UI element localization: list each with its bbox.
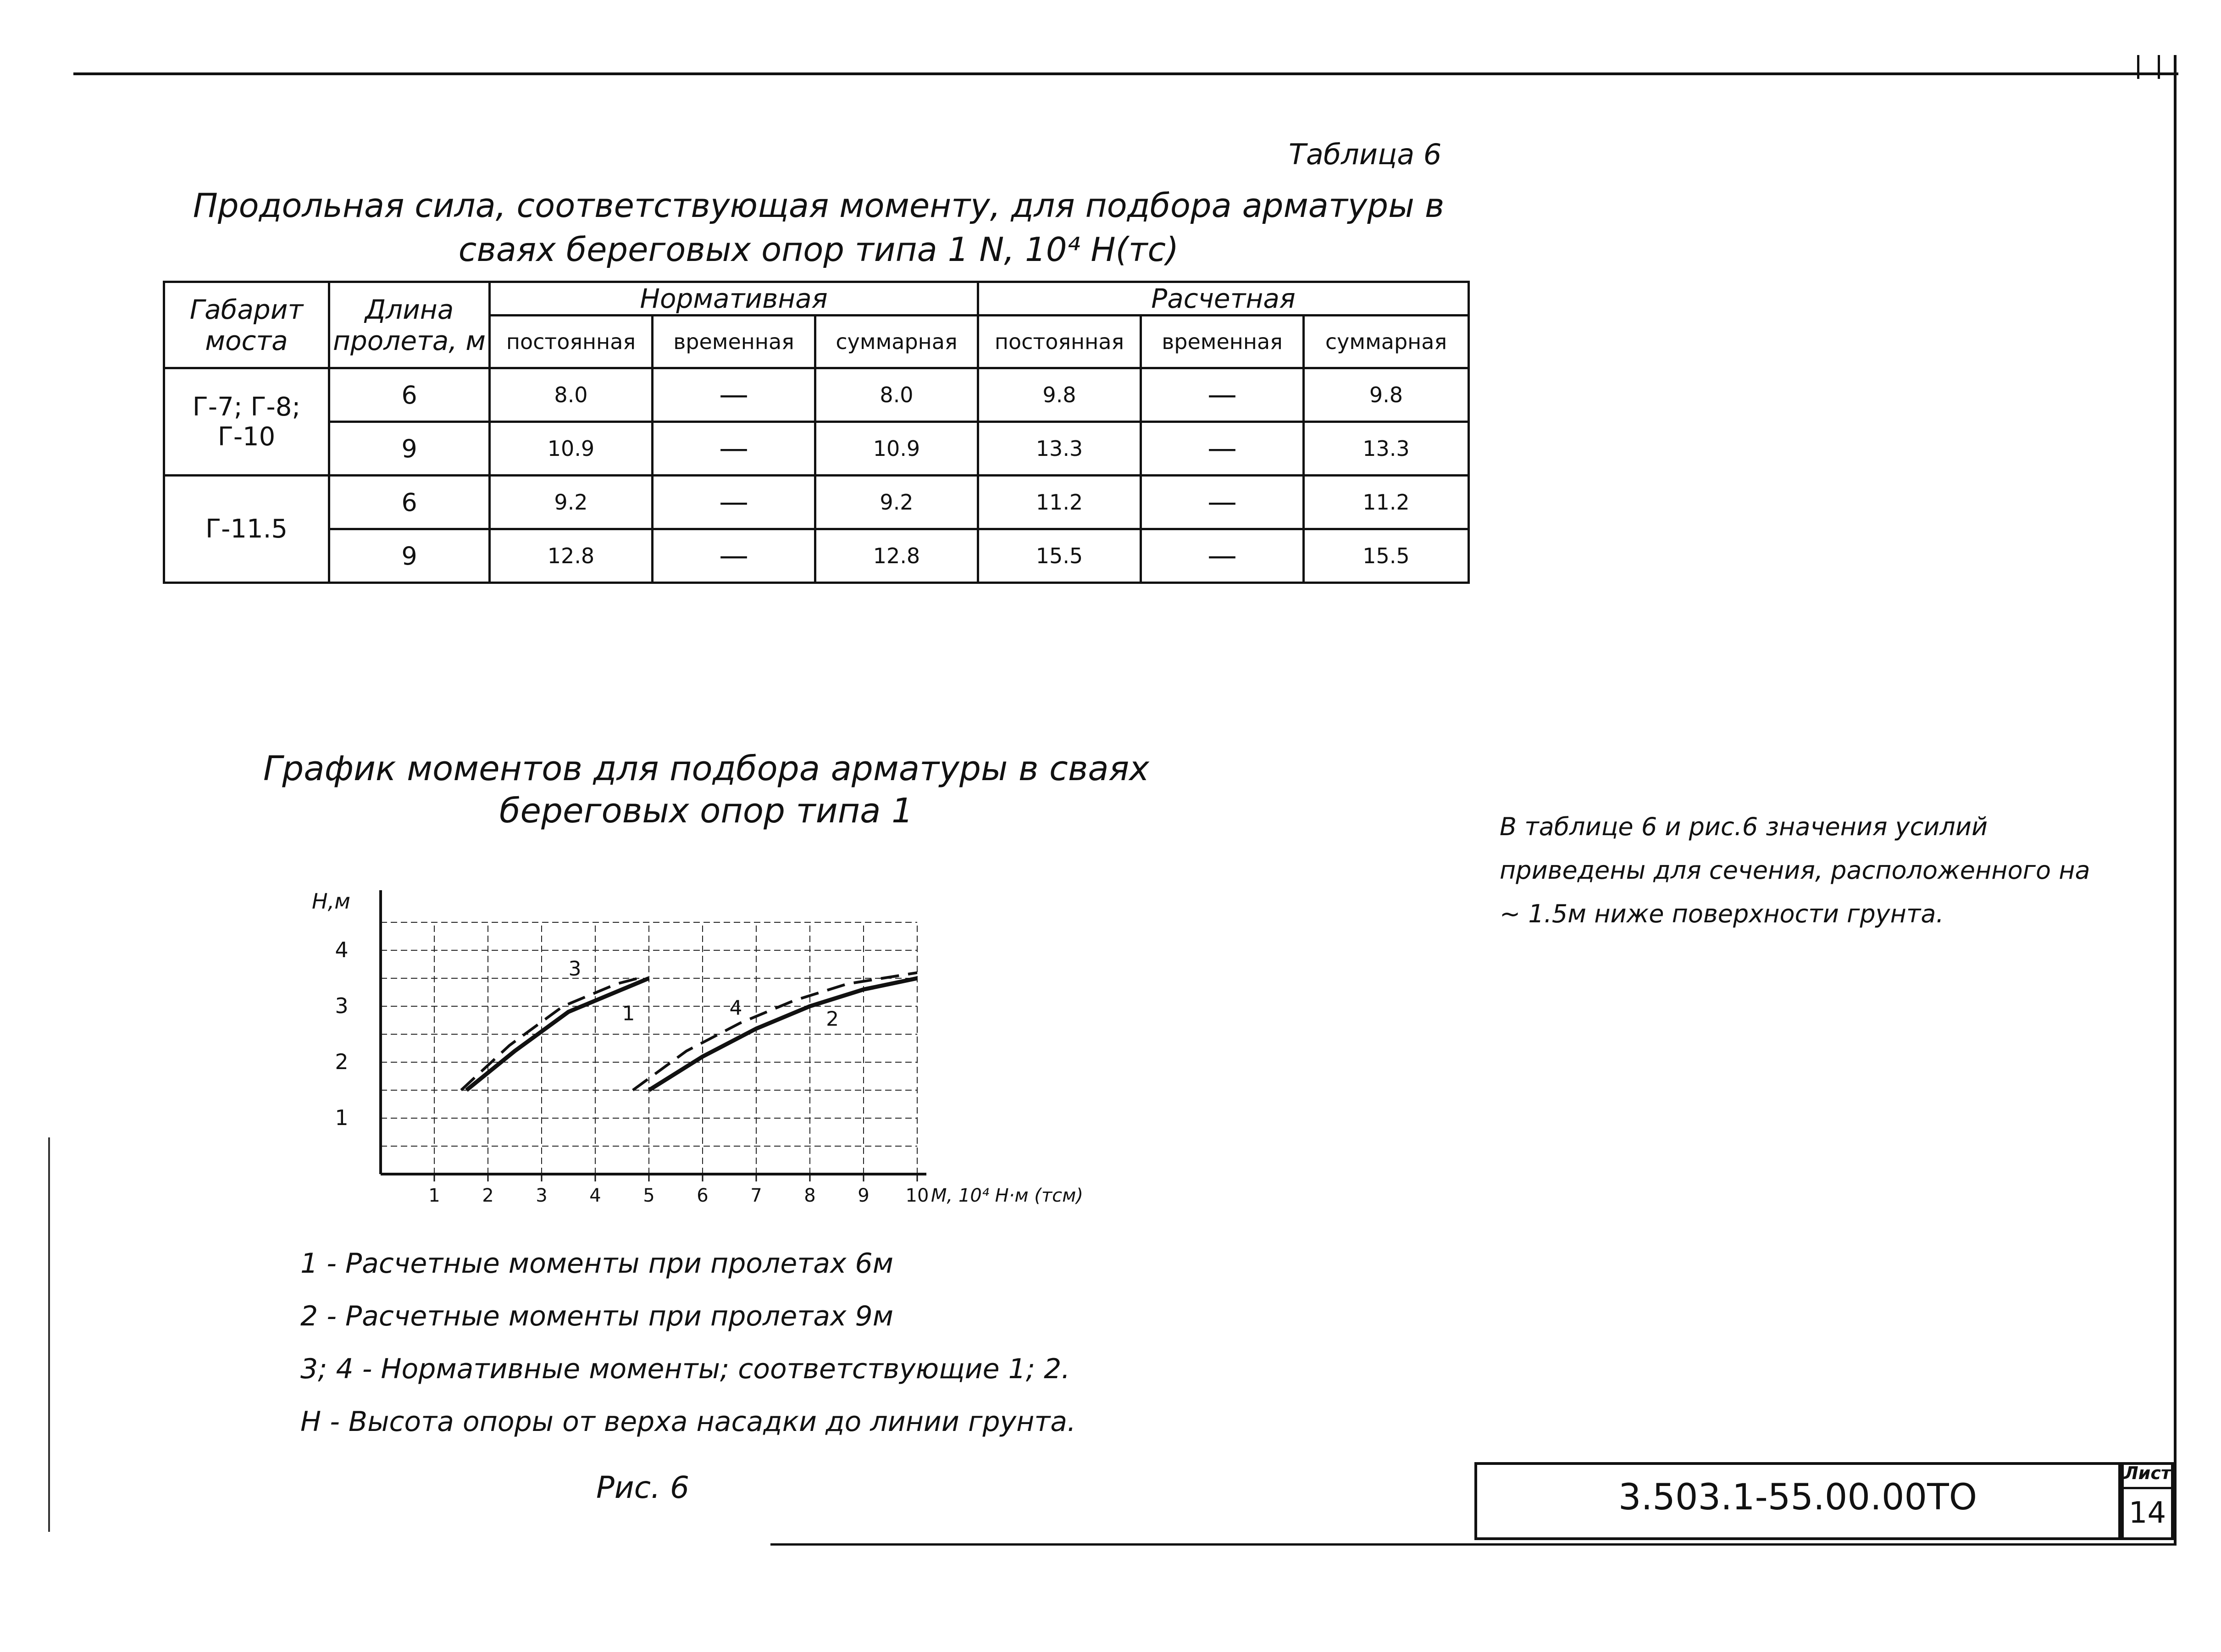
figure-label: Рис. 6 [596,1470,689,1505]
x-tick-label: 7 [750,1185,762,1206]
chart-grid [381,922,917,1174]
value-cell: 8.0 [815,368,978,422]
value-cell: 9.8 [978,368,1141,422]
frame-stub [2137,55,2139,79]
table-label: Таблица 6 [1289,138,1442,171]
subheader: постоянная [490,316,653,368]
table-row [164,529,1469,583]
x-tick-label: 1 [428,1185,440,1206]
chart-ticks [335,937,929,1206]
table-row [164,476,1469,529]
length-cell: 9 [329,529,490,583]
sheet-number: 14 [2128,1496,2166,1530]
length-cell: 6 [329,368,490,422]
value-cell: 10.9 [490,422,653,476]
gabarit-cell: Г-7; Г-8; Г-10 [164,368,329,476]
value-cell: 15.5 [978,529,1141,583]
legend-item: 2 - Расчетные моменты при пролетах 9м [300,1300,893,1332]
value-cell: — [653,476,815,529]
table-row [164,422,1469,476]
value-cell: 11.2 [978,476,1141,529]
y-tick-label: 1 [335,1105,349,1130]
y-tick-label: 3 [335,993,349,1018]
chart-axes [381,890,926,1174]
subheader: постоянная [978,316,1141,368]
curve-label-4: 4 [729,996,742,1020]
header-design: Расчетная [978,282,1469,316]
curve-label-1: 1 [622,1002,635,1026]
value-cell: — [653,422,815,476]
legend-item: Н - Высота опоры от верха насадки до линии грунта. [300,1406,1076,1438]
sheet-divider [2121,1487,2174,1489]
frame-stub [2158,55,2160,79]
x-tick-label: 5 [643,1185,655,1206]
y-axis-label: Н,м [312,889,350,914]
value-cell: 10.9 [815,422,978,476]
data-table [163,281,1470,584]
value-cell: — [653,368,815,422]
y-tick-label: 4 [335,937,349,962]
value-cell: 13.3 [1304,422,1469,476]
chart-title: График моментов для подбора арматуры в сваях береговых опор типа 1 [263,749,1149,831]
subheader: временная [653,316,815,368]
top-frame-line [73,72,2178,75]
note-text: В таблице 6 и рис.6 значения усилий приведены для сечения, расположенного на ~ 1.5м ниже поверхности грунта. [1500,812,2090,928]
length-cell: 6 [329,476,490,529]
value-cell: 9.8 [1304,368,1469,422]
bottom-frame-line [770,1543,2174,1546]
value-cell: 12.8 [490,529,653,583]
subheader: суммарная [815,316,978,368]
legend-item: 3; 4 - Нормативные моменты; соответствующие 1; 2. [300,1353,1070,1385]
subheader: временная [1141,316,1304,368]
value-cell: — [1141,529,1304,583]
right-frame-line [2174,55,2177,1546]
sheet-label: Лист [2124,1463,2171,1483]
value-cell: — [1141,422,1304,476]
x-tick-label: 2 [482,1185,494,1206]
value-cell: 12.8 [815,529,978,583]
header-normative: Нормативная [490,282,978,316]
value-cell: 8.0 [490,368,653,422]
value-cell: 9.2 [490,476,653,529]
value-cell: 11.2 [1304,476,1469,529]
curve-label-2: 2 [826,1007,839,1031]
x-tick-label: 3 [536,1185,548,1206]
moments-chart [284,853,1192,1229]
value-cell: — [1141,368,1304,422]
header-gabarit: Габарит моста [164,282,329,368]
x-tick-label: 6 [697,1185,709,1206]
gabarit-cell: Г-11.5 [164,476,329,583]
y-tick-label: 2 [335,1049,349,1074]
value-cell: 15.5 [1304,529,1469,583]
table-title: Продольная сила, соответствующая моменту, для подбора арматуры в сваях береговых опор типа 1 N, 10⁴ Н(тс) [193,186,1445,269]
value-cell: 9.2 [815,476,978,529]
value-cell: — [1141,476,1304,529]
left-margin-line [48,1137,50,1532]
x-axis-label: М, 10⁴ Н·м (тсм) [931,1185,1083,1206]
table-row [164,368,1469,422]
length-cell: 9 [329,422,490,476]
curve-label-3: 3 [568,957,582,981]
x-tick-label: 9 [858,1185,870,1206]
document-code: 3.503.1-55.00.00ТО [1618,1477,1977,1518]
legend-item: 1 - Расчетные моменты при пролетах 6м [300,1247,893,1280]
x-tick-label: 10 [905,1185,929,1206]
x-tick-label: 8 [804,1185,816,1206]
value-cell: — [653,529,815,583]
x-tick-label: 4 [589,1185,601,1206]
chart-curves [461,957,918,1090]
header-length: Длина пролета, м [329,282,490,368]
value-cell: 13.3 [978,422,1141,476]
subheader: суммарная [1304,316,1469,368]
